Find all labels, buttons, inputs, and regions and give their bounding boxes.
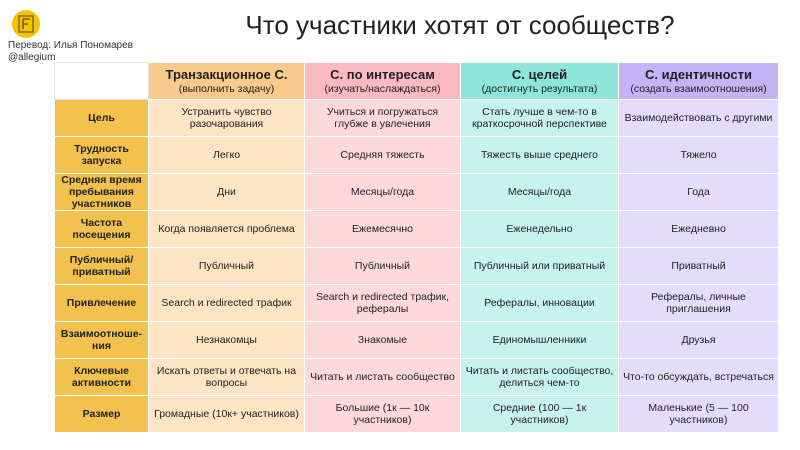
table-cell: Громадные (10к+ участников) [149, 396, 305, 433]
row-label: Цель [55, 100, 149, 137]
table-cell: Маленькие (5 — 100 участников) [619, 396, 779, 433]
table-cell: Публичный [149, 248, 305, 285]
column-header-identity [619, 63, 779, 100]
table-row [55, 396, 779, 433]
row-label: Взаимоотноше- ния [55, 322, 149, 359]
column-title: С. целей [511, 66, 568, 82]
table-cell: Рефералы, личные приглашения [619, 285, 779, 322]
column-subtitle: (создать взаимоотношения) [630, 82, 767, 95]
logo-icon [12, 10, 40, 38]
table-row [55, 248, 779, 285]
table-cell: Когда появляется проблема [149, 211, 305, 248]
table-cell: Месяцы/года [305, 174, 461, 211]
table-row [55, 359, 779, 396]
credit-handle: @allegium [8, 52, 56, 63]
row-label: Публичный/ приватный [55, 248, 149, 285]
column-title: Транзакционное С. [165, 66, 288, 82]
column-header-transactional [149, 63, 305, 100]
column-title: С. по интересам [330, 66, 435, 82]
table-cell: Устранить чувство разочарования [149, 100, 305, 137]
table-cell: Друзья [619, 322, 779, 359]
table-cell: Тяжесть выше среднего [461, 137, 619, 174]
table-cell: Публичный [305, 248, 461, 285]
table-cell: Читать и листать сообщество [305, 359, 461, 396]
table-cell: Ежемесячно [305, 211, 461, 248]
table-cell: Взаимодействовать с другими [619, 100, 779, 137]
header-corner [55, 63, 149, 100]
table-cell: Незнакомцы [149, 322, 305, 359]
table-cell: Знакомые [305, 322, 461, 359]
row-label: Трудность запуска [55, 137, 149, 174]
table-cell: Дни [149, 174, 305, 211]
table-cell: Средние (100 — 1к участников) [461, 396, 619, 433]
row-label: Привлечение [55, 285, 149, 322]
column-subtitle: (изучать/наслаждаться) [324, 82, 441, 95]
page-title: Что участники хотят от сообществ? [245, 10, 675, 40]
table-cell: Еженедельно [461, 211, 619, 248]
table-row [55, 174, 779, 211]
table-cell: Месяцы/года [461, 174, 619, 211]
row-label: Частота посещения [55, 211, 149, 248]
row-label: Средняя время пребывания участников [55, 174, 149, 211]
community-comparison-table [54, 62, 779, 433]
table-row [55, 322, 779, 359]
table-cell: Большие (1к — 10к участников) [305, 396, 461, 433]
column-header-goals [461, 63, 619, 100]
row-label: Размер [55, 396, 149, 433]
credit [8, 40, 133, 64]
table-cell: Года [619, 174, 779, 211]
column-subtitle: (выполнить задачу) [178, 82, 275, 95]
table-cell: Читать и листать сообщество, делиться чем-то [461, 359, 619, 396]
row-label: Ключевые активности [55, 359, 149, 396]
table-cell: Search и redirected трафик, рефералы [305, 285, 461, 322]
table-cell: Приватный [619, 248, 779, 285]
table-cell: Что-то обсуждать, встречаться [619, 359, 779, 396]
table-cell: Ежедневно [619, 211, 779, 248]
table-cell: Тяжело [619, 137, 779, 174]
table-row [55, 100, 779, 137]
table-cell: Учиться и погружаться глубже в увлечения [305, 100, 461, 137]
table-cell: Единомышленники [461, 322, 619, 359]
table-cell: Искать ответы и отвечать на вопросы [149, 359, 305, 396]
table-row [55, 285, 779, 322]
column-subtitle: (достигнуть результата) [481, 82, 598, 95]
column-title: С. идентичности [644, 66, 753, 82]
column-header-interest [305, 63, 461, 100]
table-cell: Легко [149, 137, 305, 174]
table-row [55, 137, 779, 174]
table-cell: Публичный или приватный [461, 248, 619, 285]
table-cell: Search и redirected трафик [149, 285, 305, 322]
table-row [55, 211, 779, 248]
credit-translator: Перевод: Илья Пономарев [8, 40, 133, 51]
table-header-row [55, 63, 779, 100]
table-cell: Средняя тяжесть [305, 137, 461, 174]
table-cell: Рефералы, инновации [461, 285, 619, 322]
table-cell: Стать лучше в чем-то в краткосрочной перспективе [461, 100, 619, 137]
